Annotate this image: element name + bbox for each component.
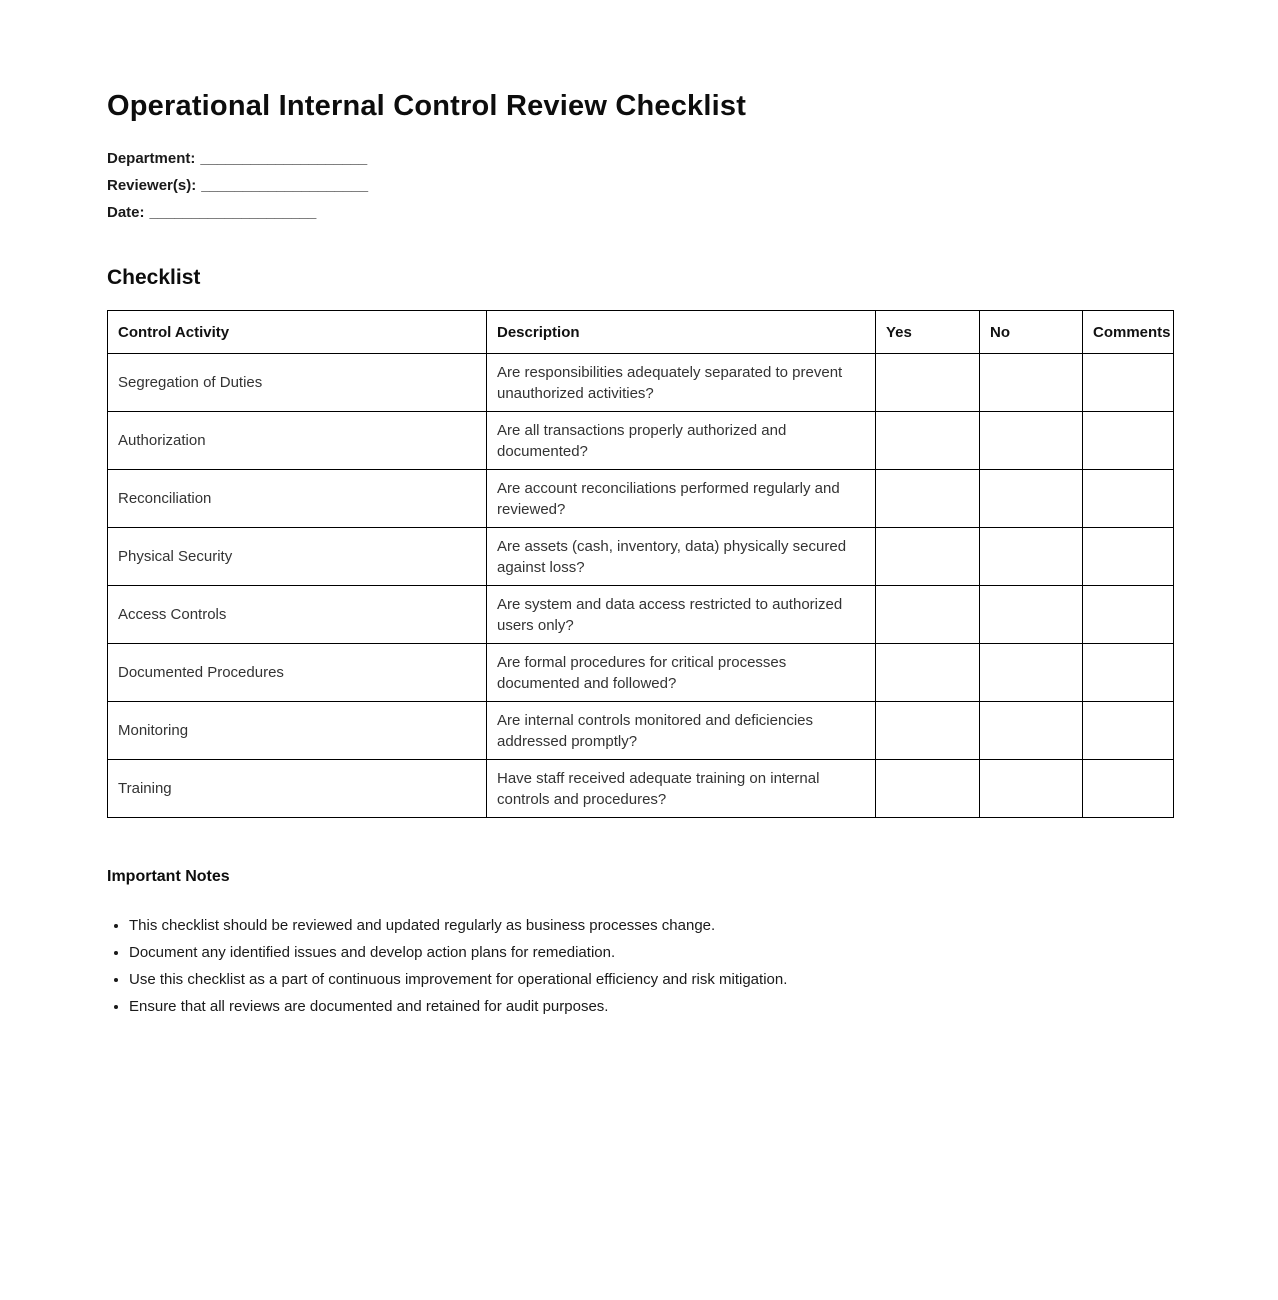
date-blank-line: ____________________	[149, 204, 317, 221]
table-row	[108, 760, 1174, 818]
activity-cell: Segregation of Duties	[108, 354, 487, 412]
checklist-table	[107, 310, 1174, 818]
reviewers-blank-line: ____________________	[201, 177, 369, 194]
yes-cell	[876, 702, 980, 760]
table-row	[108, 644, 1174, 702]
reviewers-label: Reviewer(s):	[107, 177, 197, 194]
description-cell: Are internal controls monitored and deficiencies addressed promptly?	[487, 702, 876, 760]
header-control-activity: Control Activity	[108, 311, 487, 354]
header-comments: Comments	[1083, 311, 1174, 354]
activity-cell: Documented Procedures	[108, 644, 487, 702]
yes-cell	[876, 354, 980, 412]
activity-cell: Reconciliation	[108, 470, 487, 528]
table-row	[108, 702, 1174, 760]
description-cell: Are formal procedures for critical processes documented and followed?	[487, 644, 876, 702]
no-cell	[980, 644, 1083, 702]
note-item: • Document any identified issues and develop action plans for remediation.	[129, 943, 1172, 963]
note-item: • Use this checklist as a part of continuous improvement for operational efficiency and risk mitigation.	[129, 970, 1172, 990]
description-cell: Are account reconciliations performed regularly and reviewed?	[487, 470, 876, 528]
table-header-row	[108, 311, 1174, 354]
header-yes: Yes	[876, 311, 980, 354]
reviewers-field	[107, 172, 1172, 199]
no-cell	[980, 760, 1083, 818]
description-cell: Are responsibilities adequately separated to prevent unauthorized activities?	[487, 354, 876, 412]
comments-cell	[1083, 760, 1174, 818]
table-row	[108, 354, 1174, 412]
description-cell: Are system and data access restricted to authorized users only?	[487, 586, 876, 644]
note-item: • This checklist should be reviewed and updated regularly as business processes change.	[129, 916, 1172, 936]
comments-cell	[1083, 470, 1174, 528]
no-cell	[980, 586, 1083, 644]
table-row	[108, 470, 1174, 528]
no-cell	[980, 702, 1083, 760]
yes-cell	[876, 412, 980, 470]
activity-cell: Access Controls	[108, 586, 487, 644]
description-cell: Are assets (cash, inventory, data) physically secured against loss?	[487, 528, 876, 586]
activity-cell: Authorization	[108, 412, 487, 470]
checklist-section-heading: Checklist	[107, 266, 201, 289]
department-label: Department:	[107, 150, 196, 167]
date-field	[107, 199, 1172, 226]
comments-cell	[1083, 644, 1174, 702]
note-item: • Ensure that all reviews are documented and retained for audit purposes.	[129, 997, 1172, 1017]
activity-cell: Monitoring	[108, 702, 487, 760]
description-cell: Have staff received adequate training on internal controls and procedures?	[487, 760, 876, 818]
form-fields	[107, 145, 1172, 226]
table-row	[108, 528, 1174, 586]
notes-list	[107, 916, 1172, 1017]
description-cell: Are all transactions properly authorized and documented?	[487, 412, 876, 470]
table-row	[108, 412, 1174, 470]
comments-cell	[1083, 702, 1174, 760]
notes-section-heading: Important Notes	[107, 868, 230, 885]
header-description: Description	[487, 311, 876, 354]
comments-cell	[1083, 586, 1174, 644]
comments-cell	[1083, 528, 1174, 586]
no-cell	[980, 528, 1083, 586]
page-title: Operational Internal Control Review Checklist	[107, 90, 747, 122]
date-label: Date:	[107, 204, 145, 221]
comments-cell	[1083, 354, 1174, 412]
yes-cell	[876, 528, 980, 586]
yes-cell	[876, 644, 980, 702]
yes-cell	[876, 470, 980, 528]
activity-cell: Physical Security	[108, 528, 487, 586]
no-cell	[980, 354, 1083, 412]
department-blank-line: ____________________	[200, 150, 368, 167]
yes-cell	[876, 760, 980, 818]
no-cell	[980, 470, 1083, 528]
yes-cell	[876, 586, 980, 644]
header-no: No	[980, 311, 1083, 354]
comments-cell	[1083, 412, 1174, 470]
activity-cell: Training	[108, 760, 487, 818]
department-field	[107, 145, 1172, 172]
table-row	[108, 586, 1174, 644]
no-cell	[980, 412, 1083, 470]
